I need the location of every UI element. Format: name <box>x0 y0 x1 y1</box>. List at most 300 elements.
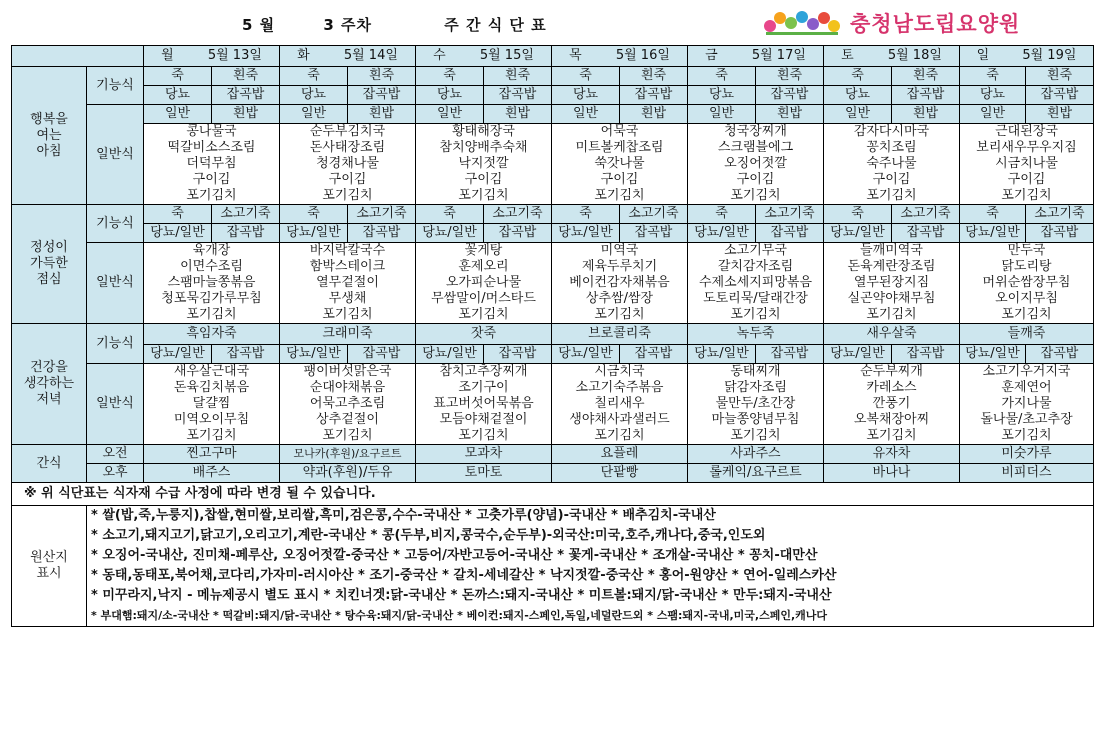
diet-type-cell: 당뇨 <box>144 86 212 105</box>
porridge-cell: 크래미죽 <box>280 324 416 345</box>
day-name: 수 <box>433 48 446 63</box>
menu-item: 포기김치 <box>730 428 781 443</box>
menu-item: 상추겉절이 <box>316 412 379 427</box>
day-name: 토 <box>841 48 854 63</box>
page-title: 주 간 식 단 표 <box>444 16 547 34</box>
menu-item: 미트볼케찹조림 <box>575 140 664 155</box>
rice-type-cell: 잡곡밥 <box>348 224 416 243</box>
menu-item: 구이김 <box>192 172 231 187</box>
general-menu-cell <box>144 243 280 324</box>
snack-cell: 약과(후원)/두유 <box>280 464 416 483</box>
day-name: 월 <box>161 48 174 63</box>
rice-type-cell: 잡곡밥 <box>348 86 416 105</box>
menu-item: 꽃게탕 <box>464 243 503 258</box>
rice-type-cell: 흰밥 <box>620 105 688 124</box>
menu-item: 포기김치 <box>322 428 373 443</box>
rice-type-cell: 잡곡밥 <box>484 86 552 105</box>
diet-type-cell: 당뇨 <box>960 86 1026 105</box>
rice-type-cell: 잡곡밥 <box>484 224 552 243</box>
day-header <box>552 46 688 67</box>
rice-type-cell: 잡곡밥 <box>892 224 960 243</box>
general-menu-cell <box>824 124 960 205</box>
day-date: 5월 18일 <box>887 48 942 63</box>
section-title-line: 여는 <box>36 127 62 143</box>
diet-type-cell: 당뇨/일반 <box>144 345 212 364</box>
day-header-content <box>824 48 959 64</box>
dinner-general-row <box>12 364 1094 445</box>
menu-item: 청포묵김가루무침 <box>161 291 262 306</box>
diet-type-cell: 죽 <box>552 67 620 86</box>
menu-item: 시금치국 <box>594 364 645 379</box>
rice-type-cell: 소고기죽 <box>892 205 960 224</box>
rice-type-cell: 소고기죽 <box>1026 205 1094 224</box>
rice-type-cell: 잡곡밥 <box>620 345 688 364</box>
snack-section-title: 간식 <box>12 445 87 483</box>
menu-item: 훈제오리 <box>458 259 509 274</box>
rice-type-cell: 잡곡밥 <box>756 224 824 243</box>
menu-item: 포기김치 <box>594 428 645 443</box>
menu-item: 오복채장아찌 <box>853 412 930 427</box>
am-label: 오전 <box>87 445 144 464</box>
origin-list <box>87 506 1094 627</box>
menu-item: 열무겉절이 <box>316 275 379 290</box>
menu-item: 시금치나물 <box>995 156 1058 171</box>
org-logo <box>760 8 1020 38</box>
menu-item: 깐풍기 <box>872 396 911 411</box>
rice-type-cell: 흰밥 <box>756 105 824 124</box>
menu-item: 포기김치 <box>186 307 237 322</box>
day-header-content <box>416 48 551 64</box>
section-title-line: 아침 <box>36 143 62 159</box>
menu-item: 구이김 <box>328 172 367 187</box>
org-name: 충청남도립요양원 <box>850 12 1021 36</box>
snack-cell: 모과차 <box>416 445 552 464</box>
menu-item: 낙지젓깔 <box>458 156 509 171</box>
general-menu-cell <box>552 124 688 205</box>
rice-type-cell: 흰죽 <box>348 67 416 86</box>
diet-type-cell: 당뇨 <box>416 86 484 105</box>
menu-item: 바지락칼국수 <box>309 243 386 258</box>
rice-type-cell: 잡곡밥 <box>348 345 416 364</box>
menu-item: 가지나물 <box>1001 396 1052 411</box>
general-menu-cell <box>416 124 552 205</box>
menu-item: 포기김치 <box>1001 428 1052 443</box>
menu-item: 베이컨감자채볶음 <box>569 275 670 290</box>
rice-type-cell: 소고기죽 <box>212 205 280 224</box>
diet-type-cell: 일반 <box>960 105 1026 124</box>
day-header-content <box>552 48 687 64</box>
dinner-porridge-row <box>12 324 1094 345</box>
menu-item: 돈육계란장조림 <box>847 259 936 274</box>
weekly-menu-table <box>11 45 1094 627</box>
menu-item: 육개장 <box>192 243 231 258</box>
menu-item: 팽이버섯맑은국 <box>303 364 392 379</box>
diet-type-cell: 일반 <box>416 105 484 124</box>
snack-cell: 토마토 <box>416 464 552 483</box>
menu-item: 청국장찌개 <box>724 124 787 139</box>
menu-item: 모듬야채겉절이 <box>439 412 528 427</box>
rice-type-cell: 소고기죽 <box>620 205 688 224</box>
breakfast-general-rice-row <box>12 105 1094 124</box>
origin-line: * 소고기,돼지고기,닭고기,오리고기,계란-국내산 * 콩(두부,비지,콩국수,순두부)-외국산:미국,호주,캐나다,중국,인도외 <box>91 528 766 543</box>
porridge-cell: 녹두죽 <box>688 324 824 345</box>
menu-item: 황태해장국 <box>452 124 515 139</box>
rice-type-cell: 흰죽 <box>620 67 688 86</box>
menu-item: 머위순쌈장무침 <box>982 275 1071 290</box>
menu-item: 새우살근대국 <box>173 364 250 379</box>
menu-item: 닭도리탕 <box>1001 259 1052 274</box>
functional-label: 기능식 <box>87 205 144 243</box>
menu-item: 소고기숙주볶음 <box>575 380 664 395</box>
rice-type-cell: 흰밥 <box>892 105 960 124</box>
day-header-content <box>960 48 1093 64</box>
menu-item: 포기김치 <box>866 307 917 322</box>
diet-type-cell: 당뇨/일반 <box>416 345 484 364</box>
day-header-row <box>12 46 1094 67</box>
rice-type-cell: 잡곡밥 <box>620 224 688 243</box>
rice-type-cell: 잡곡밥 <box>484 345 552 364</box>
menu-item: 무쌈말이/머스타드 <box>431 291 536 306</box>
day-date: 5월 19일 <box>1022 48 1077 63</box>
menu-item: 함박스테이크 <box>309 259 386 274</box>
diet-type-cell: 당뇨/일반 <box>824 224 892 243</box>
lunch-diabetic-row <box>12 224 1094 243</box>
snack-am-row <box>12 445 1094 464</box>
menu-item: 감자다시마국 <box>853 124 930 139</box>
menu-item: 돈육김치볶음 <box>173 380 250 395</box>
diet-type-cell: 당뇨/일반 <box>960 345 1026 364</box>
rice-type-cell: 잡곡밥 <box>892 86 960 105</box>
menu-item: 포기김치 <box>730 307 781 322</box>
general-menu-cell <box>416 243 552 324</box>
rice-type-cell: 흰밥 <box>1026 105 1094 124</box>
general-menu-cell <box>688 243 824 324</box>
menu-item: 근대된장국 <box>995 124 1058 139</box>
diet-type-cell: 일반 <box>552 105 620 124</box>
menu-item: 구이김 <box>1007 172 1046 187</box>
section-title-line: 점심 <box>36 272 62 287</box>
day-header-content <box>280 48 415 64</box>
menu-item: 더덕무침 <box>186 156 237 171</box>
menu-item: 포기김치 <box>594 307 645 322</box>
day-date: 5월 13일 <box>207 48 262 63</box>
header <box>0 0 1098 44</box>
menu-item: 생야채사과샐러드 <box>569 412 670 427</box>
rice-type-cell: 소고기죽 <box>348 205 416 224</box>
section-title-line: 행복을 <box>30 111 68 127</box>
menu-item: 참치양배추숙채 <box>439 140 528 155</box>
menu-item: 포기김치 <box>866 188 917 203</box>
lunch-porridge-row <box>12 205 1094 224</box>
snack-cell: 모나카(후원)/요구르트 <box>280 445 416 464</box>
menu-item: 돈사태장조림 <box>309 140 386 155</box>
rice-type-cell: 소고기죽 <box>484 205 552 224</box>
diet-type-cell: 죽 <box>416 67 484 86</box>
general-menu-cell <box>824 243 960 324</box>
rice-type-cell: 흰죽 <box>484 67 552 86</box>
general-menu-cell <box>280 364 416 445</box>
menu-item: 보리새우무우지짐 <box>976 140 1077 155</box>
menu-item: 들깨미역국 <box>860 243 923 258</box>
menu-item: 오이지무침 <box>995 291 1058 306</box>
menu-item: 동태찌개 <box>730 364 781 379</box>
general-menu-cell <box>960 243 1094 324</box>
section-title-line: 정성이 <box>30 240 68 255</box>
menu-item: 포기김치 <box>1001 307 1052 322</box>
rice-type-cell: 잡곡밥 <box>892 345 960 364</box>
menu-item: 구이김 <box>464 172 503 187</box>
general-menu-cell <box>688 364 824 445</box>
diet-type-cell: 당뇨/일반 <box>552 224 620 243</box>
diet-type-cell: 당뇨 <box>552 86 620 105</box>
snack-cell: 배주스 <box>144 464 280 483</box>
diet-type-cell: 죽 <box>552 205 620 224</box>
menu-item: 상추쌈/쌈장 <box>585 291 654 306</box>
menu-item: 돌나물/초고추장 <box>980 412 1073 427</box>
menu-item: 포기김치 <box>186 428 237 443</box>
snack-cell: 롤케익/요구르트 <box>688 464 824 483</box>
diet-type-cell: 당뇨/일반 <box>552 345 620 364</box>
snack-cell: 단팥빵 <box>552 464 688 483</box>
diet-type-cell: 일반 <box>144 105 212 124</box>
rice-type-cell: 흰죽 <box>756 67 824 86</box>
rice-type-cell: 흰밥 <box>348 105 416 124</box>
dinner-diabetic-row <box>12 345 1094 364</box>
menu-item: 포기김치 <box>322 307 373 322</box>
menu-item: 구이김 <box>736 172 775 187</box>
menu-item: 물만두/초간장 <box>715 396 796 411</box>
diet-type-cell: 일반 <box>824 105 892 124</box>
menu-item: 무생채 <box>328 291 367 306</box>
diet-type-cell: 죽 <box>960 67 1026 86</box>
porridge-cell: 흑임자죽 <box>144 324 280 345</box>
general-menu-cell <box>552 243 688 324</box>
menu-item: 순두부김치국 <box>309 124 386 139</box>
menu-item: 조기구이 <box>458 380 509 395</box>
diet-type-cell: 당뇨/일반 <box>280 224 348 243</box>
porridge-cell: 브로콜리죽 <box>552 324 688 345</box>
section-title-line: 가득한 <box>30 256 68 271</box>
general-label: 일반식 <box>87 243 144 324</box>
porridge-cell: 들깨죽 <box>960 324 1094 345</box>
rice-type-cell: 흰죽 <box>1026 67 1094 86</box>
rice-type-cell: 흰죽 <box>212 67 280 86</box>
diet-type-cell: 당뇨/일반 <box>416 224 484 243</box>
week-label: 3 주차 <box>323 16 373 34</box>
functional-label: 기능식 <box>87 67 144 105</box>
menu-item: 훈제연어 <box>1001 380 1052 395</box>
menu-item: 포기김치 <box>458 188 509 203</box>
general-menu-cell <box>688 124 824 205</box>
snack-cell: 미숫가루 <box>960 445 1094 464</box>
corner-cell <box>12 46 144 67</box>
menu-item: 실곤약야채무침 <box>847 291 936 306</box>
diet-type-cell: 당뇨/일반 <box>688 345 756 364</box>
diet-type-cell: 당뇨/일반 <box>280 345 348 364</box>
snack-cell: 요플레 <box>552 445 688 464</box>
general-menu-cell <box>280 124 416 205</box>
notice-text: ※ 위 식단표는 식자재 수급 사정에 따라 변경 될 수 있습니다. <box>12 483 1094 506</box>
menu-item: 스팸마늘쫑볶음 <box>167 275 256 290</box>
day-date: 5월 15일 <box>479 48 534 63</box>
week-title <box>242 14 553 35</box>
month-label: 5 월 <box>242 16 276 34</box>
diet-type-cell: 일반 <box>280 105 348 124</box>
rice-type-cell: 잡곡밥 <box>620 86 688 105</box>
general-menu-cell <box>416 364 552 445</box>
breakfast-general-row <box>12 124 1094 205</box>
rice-type-cell: 잡곡밥 <box>212 224 280 243</box>
pm-label: 오후 <box>87 464 144 483</box>
diet-type-cell: 당뇨/일반 <box>960 224 1026 243</box>
breakfast-porridge-row <box>12 67 1094 86</box>
menu-item: 오징어젓깔 <box>724 156 787 171</box>
general-menu-cell <box>552 364 688 445</box>
menu-item: 열무된장지짐 <box>853 275 930 290</box>
day-header-content <box>688 48 823 64</box>
menu-item: 카레소스 <box>866 380 917 395</box>
diet-type-cell: 죽 <box>688 67 756 86</box>
menu-item: 어묵국 <box>600 124 639 139</box>
menu-item: 콩나물국 <box>186 124 237 139</box>
menu-item: 미역오이무침 <box>173 412 250 427</box>
diet-type-cell: 당뇨 <box>280 86 348 105</box>
section-title-line: 건강을 <box>30 360 68 375</box>
menu-item: 마늘쫑양념무침 <box>711 412 800 427</box>
menu-item: 참치고추장찌개 <box>439 364 528 379</box>
snack-cell: 바나나 <box>824 464 960 483</box>
rice-type-cell: 잡곡밥 <box>756 86 824 105</box>
origin-row <box>12 506 1094 627</box>
menu-item: 순두부찌개 <box>860 364 923 379</box>
lunch-general-row <box>12 243 1094 324</box>
menu-item: 숙주나물 <box>866 156 917 171</box>
general-menu-cell <box>144 124 280 205</box>
snack-cell: 유자차 <box>824 445 960 464</box>
rice-type-cell: 소고기죽 <box>756 205 824 224</box>
day-date: 5월 16일 <box>615 48 670 63</box>
menu-item: 소고기무국 <box>724 243 787 258</box>
menu-item: 어묵고추조림 <box>309 396 386 411</box>
general-menu-cell <box>824 364 960 445</box>
general-label: 일반식 <box>87 105 144 205</box>
diet-type-cell: 죽 <box>824 205 892 224</box>
menu-item: 칠리새우 <box>594 396 645 411</box>
porridge-cell: 새우살죽 <box>824 324 960 345</box>
diet-type-cell: 죽 <box>280 67 348 86</box>
diet-type-cell: 죽 <box>688 205 756 224</box>
origin-line: * 부대햄:돼지/소-국내산 * 떡갈비:돼지/닭-국내산 * 탕수육:돼지/닭-국내산 * 베이컨:돼지-스페인,독일,네덜란드외 * 스팸:돼지-국내,미국,스페인,캐나다 <box>91 609 828 622</box>
rice-type-cell: 흰밥 <box>484 105 552 124</box>
notice-row <box>12 483 1094 506</box>
origin-label: 원산지 표시 <box>12 506 87 627</box>
snack-pm-row <box>12 464 1094 483</box>
menu-item: 꽁치조림 <box>866 140 917 155</box>
rice-type-cell: 잡곡밥 <box>1026 345 1094 364</box>
functional-label: 기능식 <box>87 324 144 364</box>
breakfast-section-title <box>12 67 87 205</box>
porridge-cell: 잣죽 <box>416 324 552 345</box>
menu-item: 포기김치 <box>322 188 373 203</box>
general-label: 일반식 <box>87 364 144 445</box>
general-menu-cell <box>280 243 416 324</box>
rice-type-cell: 잡곡밥 <box>1026 224 1094 243</box>
rice-type-cell: 잡곡밥 <box>212 86 280 105</box>
menu-item: 표고버섯어묵볶음 <box>433 396 534 411</box>
rice-type-cell: 잡곡밥 <box>1026 86 1094 105</box>
flower-logo-icon <box>760 8 846 38</box>
menu-item: 포기김치 <box>186 188 237 203</box>
snack-cell: 비피더스 <box>960 464 1094 483</box>
menu-item: 도토리묵/달래간장 <box>703 291 808 306</box>
origin-line: * 동태,동태포,북어채,코다리,가자미-러시아산 * 조기-중국산 * 갈치-세네갈산 * 낙지젓깔-중국산 * 홍어-원양산 * 연어-일레스카산 <box>91 568 837 583</box>
menu-item: 제육두루치기 <box>581 259 658 274</box>
day-header <box>144 46 280 67</box>
menu-item: 수제소세지피망볶음 <box>698 275 813 290</box>
menu-item: 포기김치 <box>866 428 917 443</box>
menu-item: 소고기우거지국 <box>982 364 1071 379</box>
dinner-section-title <box>12 324 87 445</box>
snack-cell: 사과주스 <box>688 445 824 464</box>
day-name: 일 <box>976 48 990 63</box>
day-name: 목 <box>569 48 582 63</box>
section-title-line: 저녁 <box>36 392 62 407</box>
menu-item: 포기김치 <box>458 428 509 443</box>
snack-cell: 찐고구마 <box>144 445 280 464</box>
diet-type-cell: 죽 <box>144 67 212 86</box>
general-menu-cell <box>144 364 280 445</box>
menu-item: 떡갈비소스조림 <box>167 140 256 155</box>
origin-line: * 쌀(밥,죽,누룽지),찹쌀,현미쌀,보리쌀,흑미,검은콩,수수-국내산 * 고춧가루(양념)-국내산 * 배추김치-국내산 <box>91 508 716 523</box>
day-header <box>280 46 416 67</box>
day-date: 5월 17일 <box>751 48 806 63</box>
general-menu-cell <box>960 124 1094 205</box>
menu-item: 순대야채볶음 <box>309 380 386 395</box>
general-menu-cell <box>960 364 1094 445</box>
menu-item: 오가피순나물 <box>445 275 522 290</box>
menu-item: 만두국 <box>1007 243 1046 258</box>
lunch-section-title <box>12 205 87 324</box>
day-header <box>960 46 1094 67</box>
menu-item: 포기김치 <box>458 307 509 322</box>
diet-type-cell: 죽 <box>416 205 484 224</box>
origin-line: * 오징어-국내산, 진미채-페루산, 오징어젓깔-중국산 * 고등어/자반고등어-국내산 * 꽃게-국내산 * 조개살-국내산 * 꽁치-대만산 <box>91 548 818 563</box>
menu-item: 미역국 <box>600 243 639 258</box>
diet-type-cell: 죽 <box>144 205 212 224</box>
menu-item: 스크램블에그 <box>717 140 794 155</box>
diet-type-cell: 죽 <box>280 205 348 224</box>
day-header <box>416 46 552 67</box>
menu-item: 포기김치 <box>730 188 781 203</box>
day-header-content <box>144 48 279 64</box>
diet-type-cell: 당뇨 <box>824 86 892 105</box>
day-date: 5월 14일 <box>343 48 398 63</box>
rice-type-cell: 잡곡밥 <box>212 345 280 364</box>
diet-type-cell: 당뇨/일반 <box>688 224 756 243</box>
diet-type-cell: 죽 <box>960 205 1026 224</box>
day-header <box>688 46 824 67</box>
rice-type-cell: 흰밥 <box>212 105 280 124</box>
diet-type-cell: 죽 <box>824 67 892 86</box>
diet-type-cell: 당뇨/일반 <box>144 224 212 243</box>
menu-item: 포기김치 <box>1001 188 1052 203</box>
day-header <box>824 46 960 67</box>
diet-type-cell: 당뇨/일반 <box>824 345 892 364</box>
rice-type-cell: 잡곡밥 <box>756 345 824 364</box>
menu-item: 닭감자조림 <box>724 380 787 395</box>
section-title-line: 생각하는 <box>23 376 75 391</box>
menu-item: 쑥갓나물 <box>594 156 645 171</box>
